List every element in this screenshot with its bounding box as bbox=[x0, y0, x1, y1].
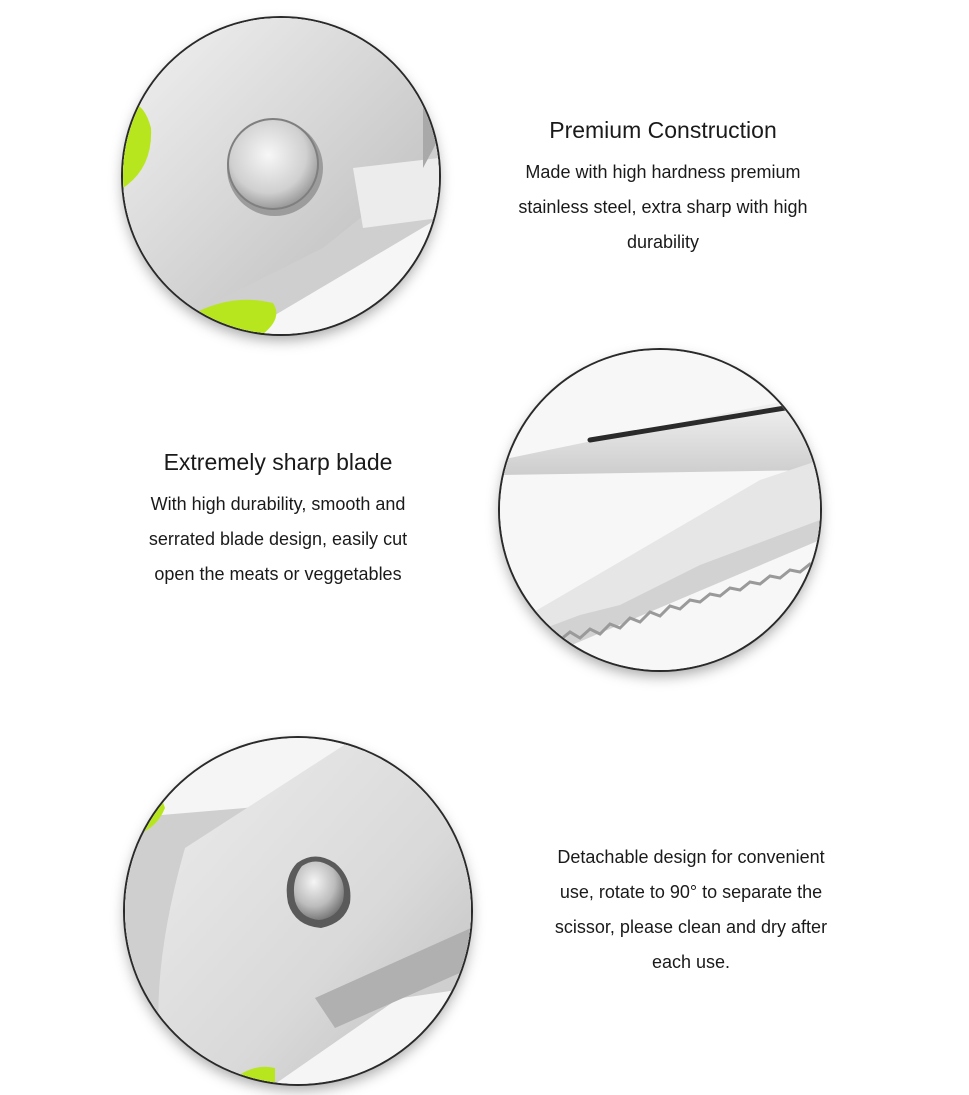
pivot-closeup-illustration bbox=[123, 18, 439, 334]
pivot-closeup-image bbox=[123, 18, 439, 334]
feature-premium-construction bbox=[480, 115, 846, 260]
feature-line: stainless steel, extra sharp with high bbox=[518, 197, 808, 217]
feature-line: scissor, please clean and dry after bbox=[554, 917, 828, 937]
feature-line: serrated blade design, easily cut bbox=[148, 529, 408, 549]
detachable-joint-image bbox=[125, 738, 471, 1084]
feature-sharp-blade bbox=[108, 447, 448, 592]
feature-title: Premium Construction bbox=[549, 117, 777, 143]
feature-line: use, rotate to 90° to separate the bbox=[559, 882, 823, 902]
serrated-blade-image bbox=[500, 350, 820, 670]
feature-line: Made with high hardness premium bbox=[525, 162, 801, 182]
serrated-blade-illustration bbox=[500, 350, 820, 670]
feature-line: Detachable design for convenient bbox=[557, 847, 825, 867]
feature-line: durability bbox=[626, 232, 700, 252]
feature-detachable-design bbox=[522, 840, 860, 980]
detachable-joint-illustration bbox=[125, 738, 471, 1084]
feature-title: Extremely sharp blade bbox=[163, 449, 393, 475]
feature-line: each use. bbox=[651, 952, 731, 972]
feature-line: With high durability, smooth and bbox=[150, 494, 406, 514]
feature-line: open the meats or veggetables bbox=[154, 564, 402, 584]
